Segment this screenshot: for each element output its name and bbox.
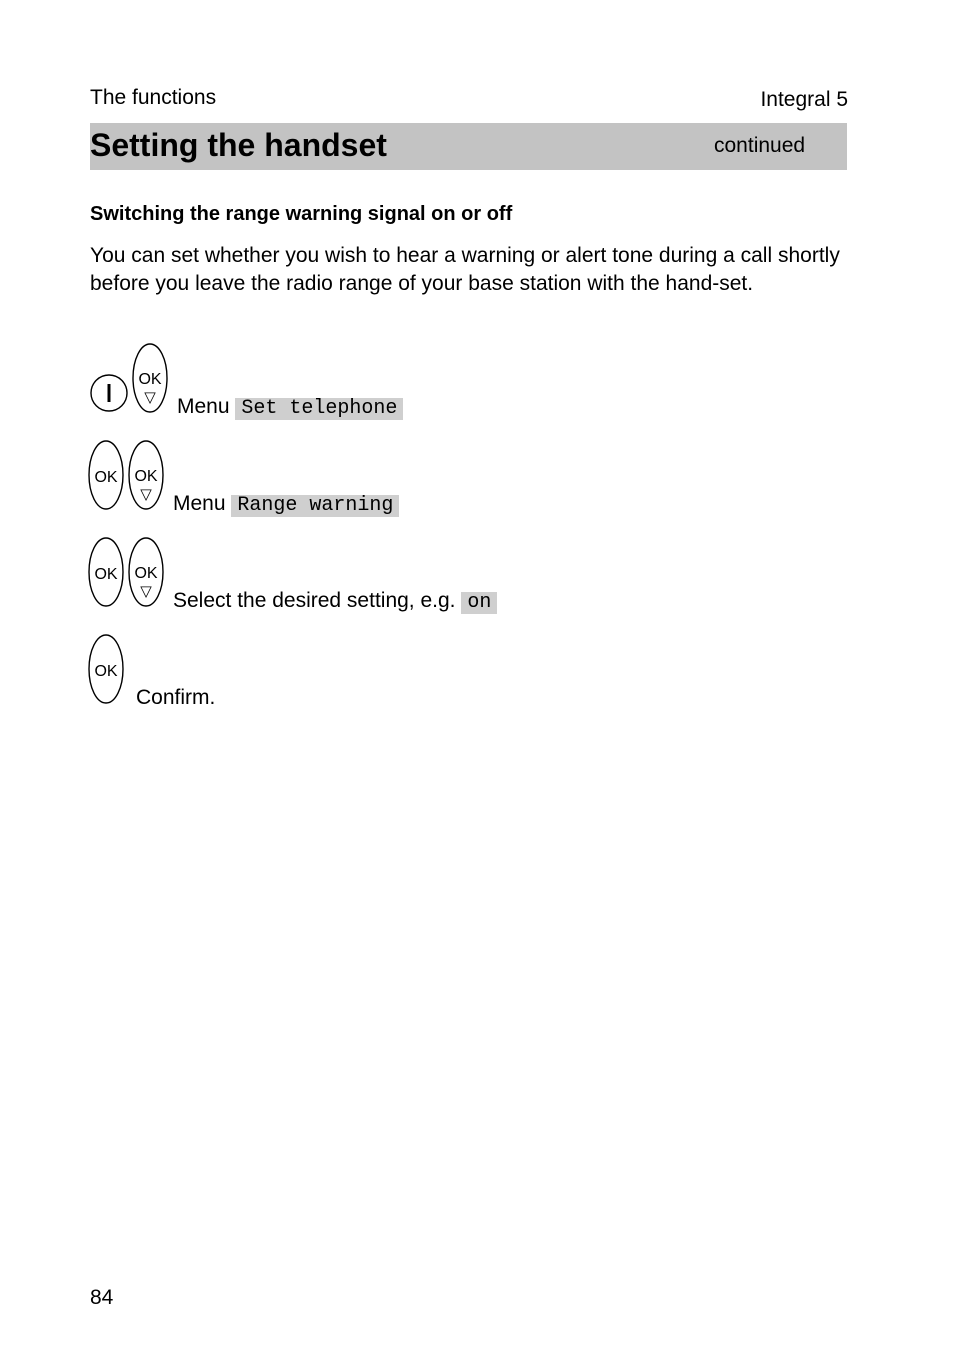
continued-label: continued — [714, 134, 806, 157]
svg-text:▽: ▽ — [144, 388, 156, 406]
svg-text:▽: ▽ — [140, 582, 152, 600]
svg-text:OK: OK — [134, 565, 158, 582]
step-4 — [136, 686, 215, 710]
step-4-text: Confirm. — [136, 686, 216, 709]
step-1-display-text: Set telephone — [235, 398, 403, 420]
step-1 — [177, 395, 403, 420]
running-header-product: Integral 5 — [760, 88, 848, 111]
section-subheading: Switching the range warning signal on or off — [90, 203, 513, 225]
ok-key-icon — [88, 633, 126, 705]
intro-paragraph: You can set whether you wish to hear a warning or alert tone during a call shortly before you leave the radio range of your base station with the hand-set. — [90, 244, 840, 295]
page-number: 84 — [90, 1286, 114, 1309]
svg-text:OK: OK — [138, 371, 162, 388]
svg-text:OK: OK — [94, 663, 118, 680]
step-3-display-text: on — [461, 592, 497, 614]
ok-down-key-icon — [127, 536, 165, 608]
svg-text:OK: OK — [94, 469, 118, 486]
step-2 — [173, 492, 399, 517]
step-1-text: Menu — [177, 395, 230, 418]
ok-key-icon — [88, 536, 126, 608]
on-off-key-icon — [88, 372, 130, 414]
svg-text:OK: OK — [94, 566, 118, 583]
svg-text:OK: OK — [134, 468, 158, 485]
step-3 — [173, 589, 497, 614]
step-3-text: Select the desired setting, e.g. — [173, 589, 456, 612]
running-header-section: The functions — [90, 86, 217, 109]
step-2-text: Menu — [173, 492, 226, 515]
ok-down-key-icon — [131, 342, 171, 414]
step-2-display-text: Range warning — [231, 495, 399, 517]
page-title: Setting the handset — [90, 127, 387, 163]
svg-text:▽: ▽ — [140, 485, 152, 503]
ok-key-icon — [88, 439, 126, 511]
ok-down-key-icon — [127, 439, 165, 511]
